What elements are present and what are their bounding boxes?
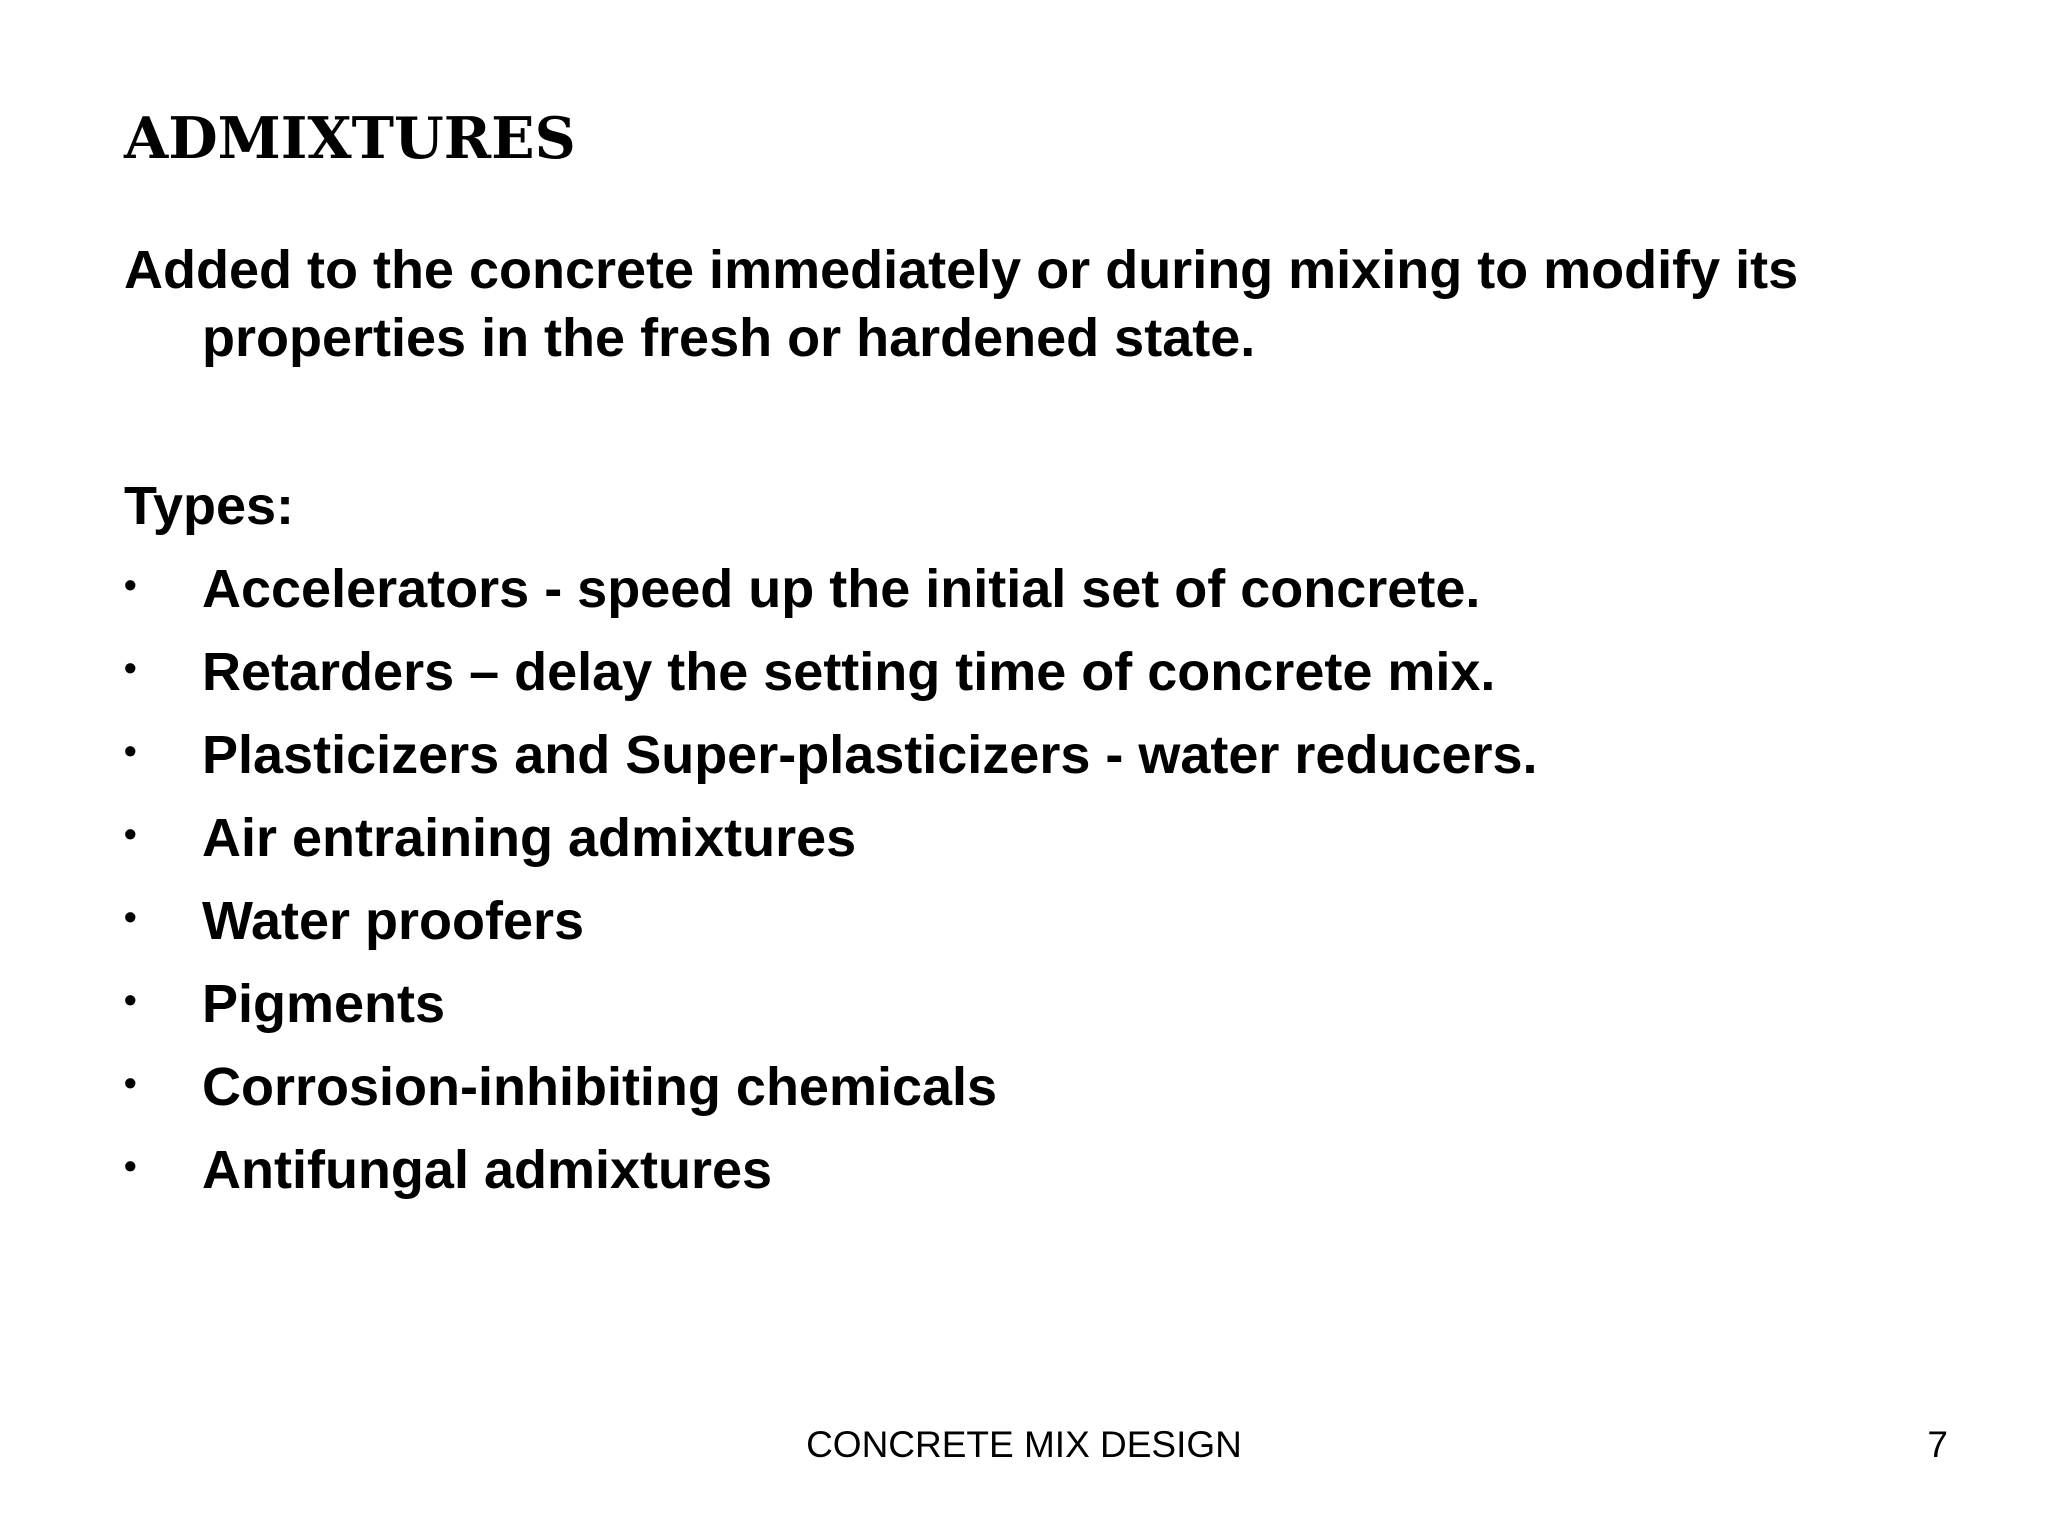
list-item-text: Retarders – delay the setting time of concrete mix.: [202, 642, 1496, 702]
bullet-icon: •: [124, 730, 137, 771]
list-item-text: Pigments: [202, 974, 446, 1034]
page-number: 7: [1927, 1424, 1948, 1465]
bullet-icon: •: [124, 1145, 137, 1186]
list-item-text: Plasticizers and Super-plasticizers - water reducers.: [202, 725, 1538, 785]
list-item-text: Corrosion-inhibiting chemicals: [202, 1057, 998, 1117]
footer-title: CONCRETE MIX DESIGN: [806, 1424, 1242, 1465]
bullet-icon: •: [124, 813, 137, 854]
types-label: Types:: [124, 476, 295, 536]
list-item-text: Water proofers: [202, 891, 585, 951]
bullet-icon: •: [124, 896, 137, 937]
bullet-icon: •: [124, 647, 137, 688]
list-item-text: Accelerators - speed up the initial set of concrete.: [202, 559, 1481, 619]
list-item-text: Air entraining admixtures: [202, 808, 857, 868]
intro-paragraph: Added to the concrete immediately or during mixing to modify its properties in the fresh or hardened state.: [124, 240, 1799, 368]
bullet-icon: •: [124, 564, 137, 605]
bullet-icon: •: [124, 979, 137, 1020]
bullet-icon: •: [124, 1062, 137, 1103]
slide-title: ADMIXTURES: [124, 105, 576, 172]
list-item-text: Antifungal admixtures: [202, 1140, 773, 1200]
